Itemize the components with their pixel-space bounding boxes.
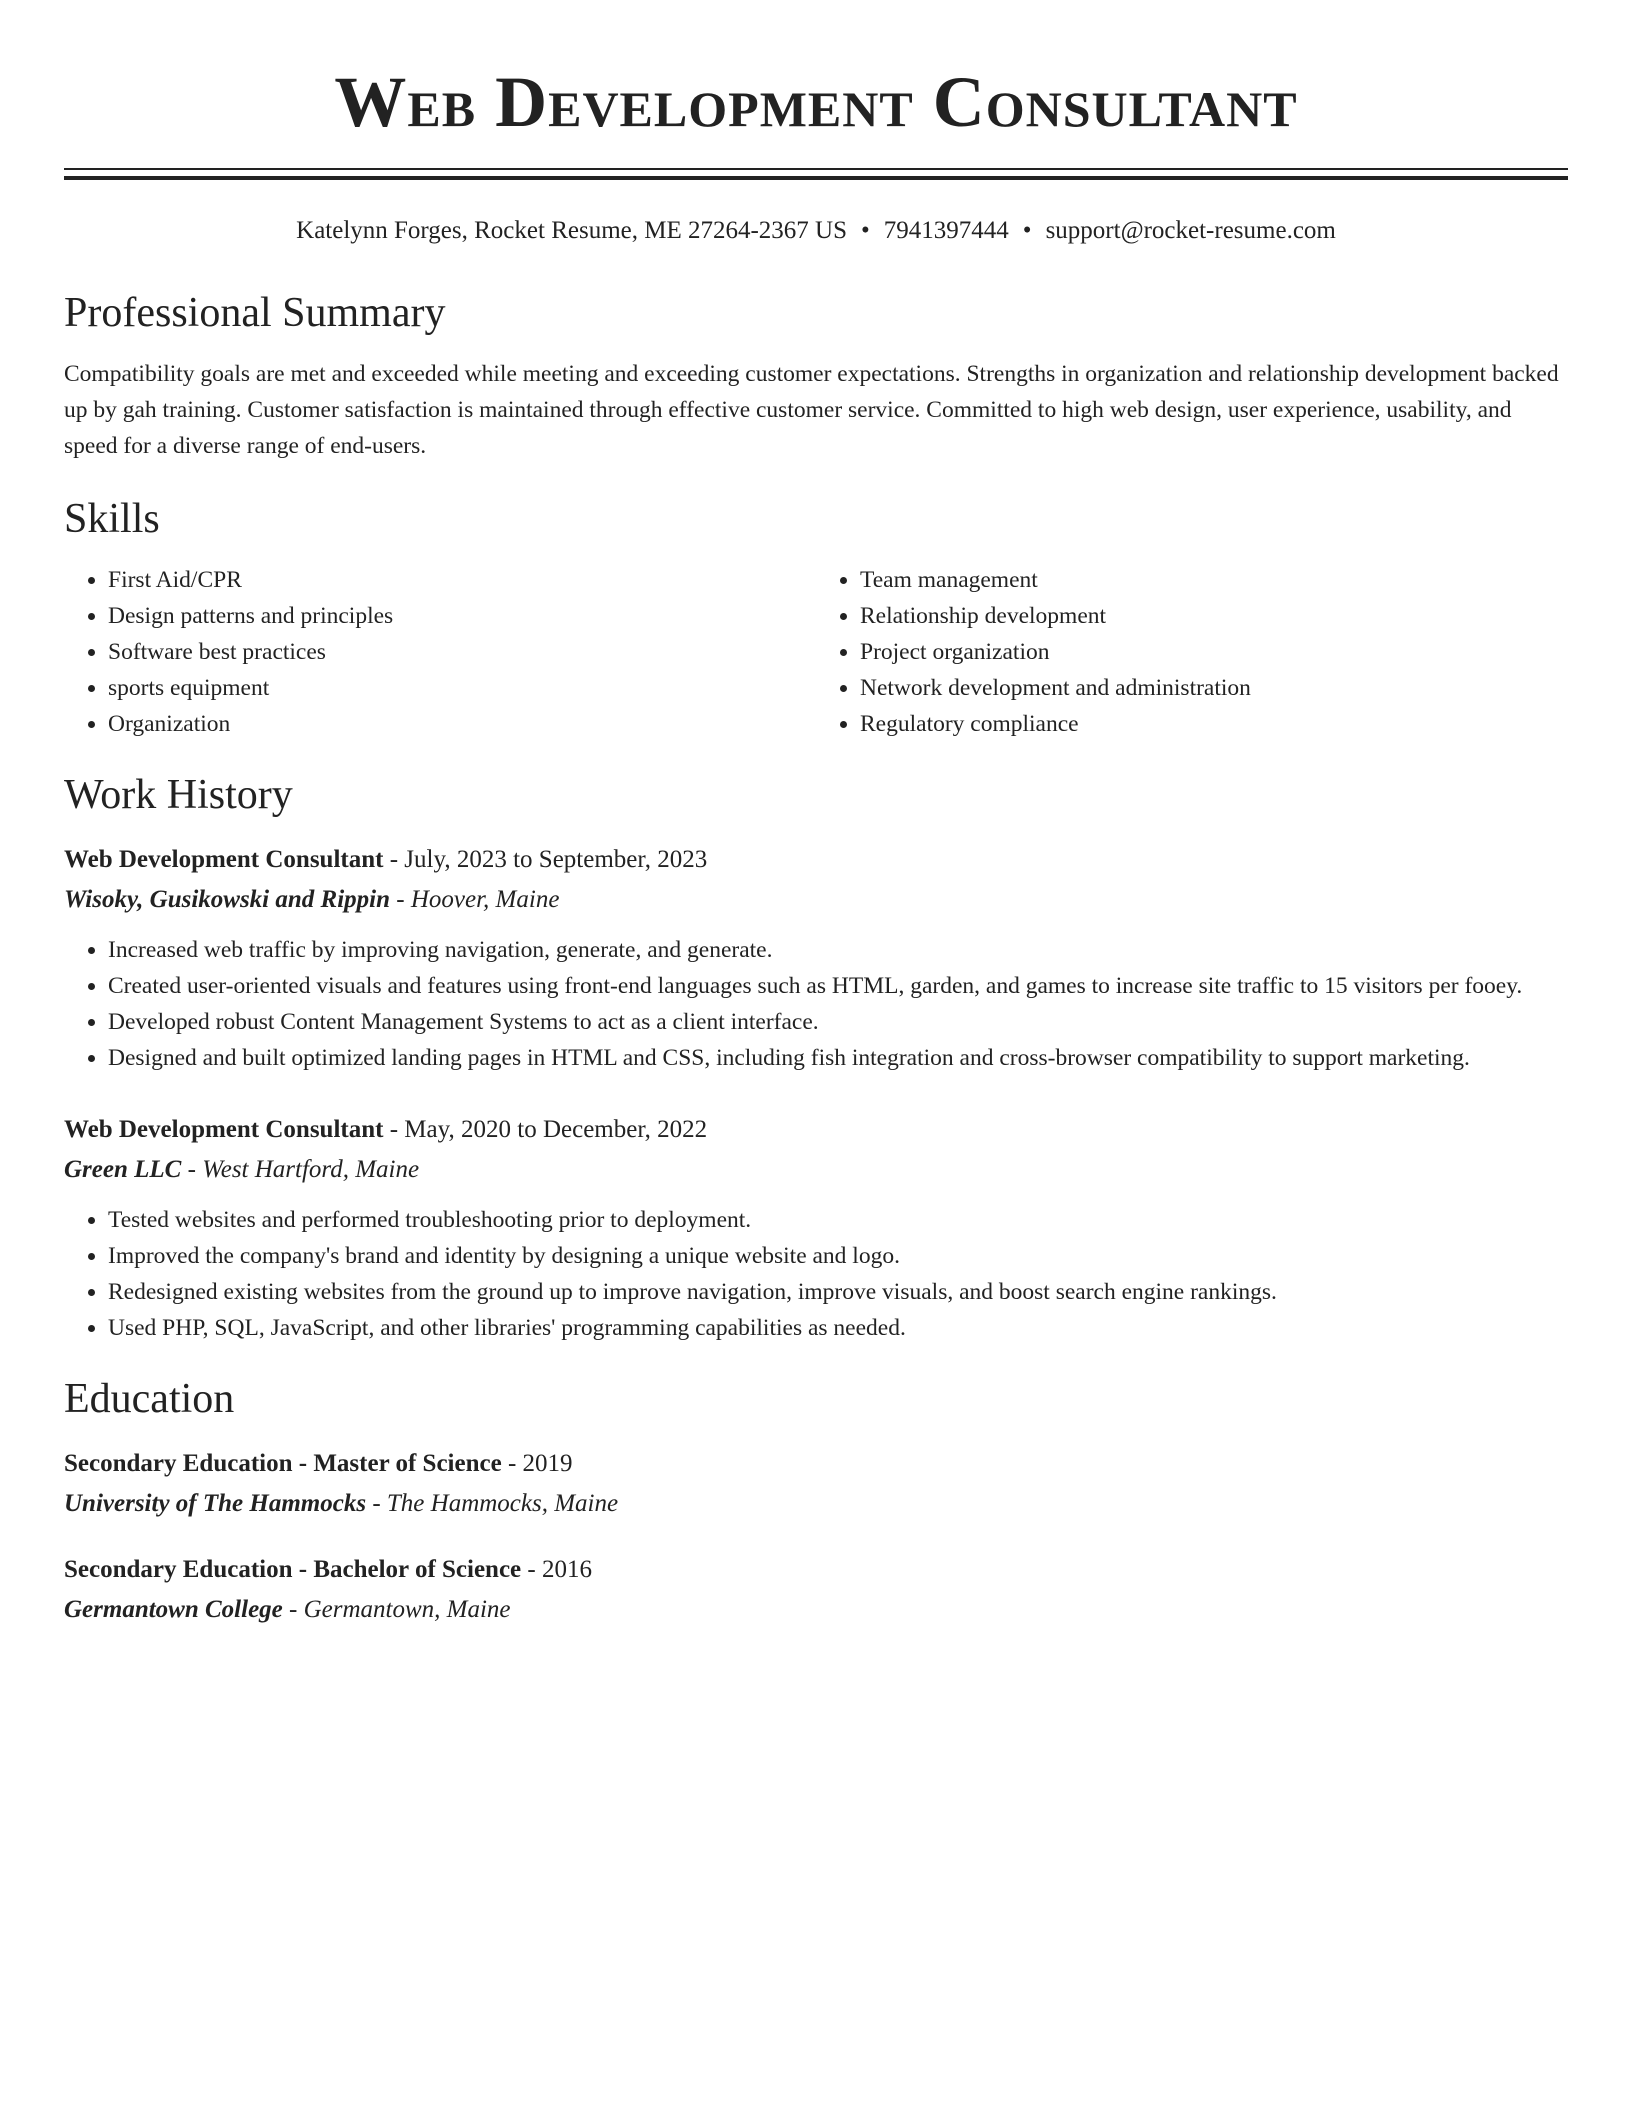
education-degree-line: [64, 1552, 1568, 1588]
job-dash: -: [181, 1156, 203, 1183]
job-company-line: [64, 1152, 1568, 1188]
skill-item: • Project organization: [860, 634, 1568, 670]
education-dash: -: [282, 1596, 304, 1623]
education-location: Germantown, Maine: [303, 1596, 511, 1623]
skill-item: • First Aid/CPR: [108, 562, 816, 598]
job-dash: -: [383, 846, 405, 873]
job-bullet: • Redesigned existing websites from the ground up to improve navigation, improve visuals, and boost search engine rankings.: [108, 1274, 1568, 1310]
job-bullet: • Tested websites and performed troubleshooting prior to deployment.: [108, 1202, 1568, 1238]
education-degree: Secondary Education - Bachelor of Science: [64, 1556, 522, 1583]
job-bullet: • Designed and built optimized landing pages in HTML and CSS, including fish integration and cross-browser compatibility to support marketing.: [108, 1040, 1568, 1076]
job-bullet: • Used PHP, SQL, JavaScript, and other libraries' programming capabilities as needed.: [108, 1310, 1568, 1346]
job-company-line: [64, 882, 1568, 918]
education-dash: -: [501, 1450, 523, 1477]
education-degree-line: [64, 1446, 1568, 1482]
job-dash: -: [383, 1116, 405, 1143]
education-entry: [64, 1552, 1568, 1628]
contact-line: [64, 214, 1568, 248]
skills-column-left: [64, 562, 816, 742]
job-title: Web Development Consultant: [64, 1116, 384, 1143]
education-dash: -: [366, 1490, 387, 1517]
education-school-line: [64, 1486, 1568, 1522]
skill-item: • Design patterns and principles: [108, 598, 816, 634]
education-location: The Hammocks, Maine: [386, 1490, 619, 1517]
skill-item: • sports equipment: [108, 670, 816, 706]
job-dash: -: [390, 886, 411, 913]
skills-list: [64, 562, 1568, 742]
education-school: Germantown College: [64, 1596, 283, 1623]
education-school: University of The Hammocks: [64, 1490, 367, 1517]
skills-column-right: [816, 562, 1568, 742]
job-location: West Hartford, Maine: [202, 1156, 420, 1183]
contact-address: Katelynn Forges, Rocket Resume, ME 27264-2367 US: [296, 217, 848, 244]
skill-item: • Network development and administration: [860, 670, 1568, 706]
education-dash: -: [521, 1556, 542, 1583]
job-bullet: • Developed robust Content Management Systems to act as a client interface.: [108, 1004, 1568, 1040]
skill-item: • Team management: [860, 562, 1568, 598]
job-entry: [64, 1112, 1568, 1346]
job-dates: July, 2023 to September, 2023: [404, 846, 708, 873]
job-bullet: • Increased web traffic by improving navigation, generate, and generate.: [108, 932, 1568, 968]
education-heading: Education: [64, 1376, 235, 1422]
contact-separator: •: [861, 217, 870, 244]
job-title: Web Development Consultant: [64, 846, 384, 873]
contact-phone: 7941397444: [883, 217, 1009, 244]
job-title-line: [64, 1112, 1568, 1148]
education-school-line: [64, 1592, 1568, 1628]
job-company: Wisoky, Gusikowski and Rippin: [64, 886, 391, 913]
job-title-line: [64, 842, 1568, 878]
contact-separator: •: [1022, 217, 1032, 244]
education-year: 2019: [522, 1450, 573, 1477]
education-year: 2016: [541, 1556, 592, 1583]
skill-item: • Regulatory compliance: [860, 706, 1568, 742]
header-rule-thin: [64, 168, 1568, 170]
education-entry: [64, 1446, 1568, 1522]
resume-title: Web Development Consultant: [334, 62, 1298, 142]
job-dates: May, 2020 to December, 2022: [404, 1116, 708, 1143]
summary-text: Compatibility goals are met and exceeded while meeting and exceeding customer expectations. Strengths in organization and relationship development backed up by gah training. Customer satisfaction is maintained through effective customer service. Committed to high web design, user experience, usability, and speed for a diverse range of end-users.: [64, 361, 1559, 459]
skills-heading: Skills: [64, 496, 160, 542]
education-degree: Secondary Education - Master of Science: [64, 1450, 502, 1477]
job-bullets: [64, 1202, 1568, 1346]
work-history-heading: Work History: [64, 772, 293, 818]
skill-item: • Organization: [108, 706, 816, 742]
skill-item: • Software best practices: [108, 634, 816, 670]
header-rule-thick: [64, 176, 1568, 180]
job-bullets: [64, 932, 1568, 1076]
job-bullet: • Improved the company's brand and identity by designing a unique website and logo.: [108, 1238, 1568, 1274]
job-entry: [64, 842, 1568, 1076]
job-bullet: • Created user-oriented visuals and features using front-end languages such as HTML, garden, and games to increase site traffic to 15 visitors per fooey.: [108, 968, 1568, 1004]
job-location: Hoover, Maine: [410, 886, 560, 913]
skill-item: • Relationship development: [860, 598, 1568, 634]
contact-email: support@rocket-resume.com: [1045, 217, 1336, 244]
summary-heading: Professional Summary: [64, 290, 446, 336]
job-company: Green LLC: [64, 1156, 182, 1183]
